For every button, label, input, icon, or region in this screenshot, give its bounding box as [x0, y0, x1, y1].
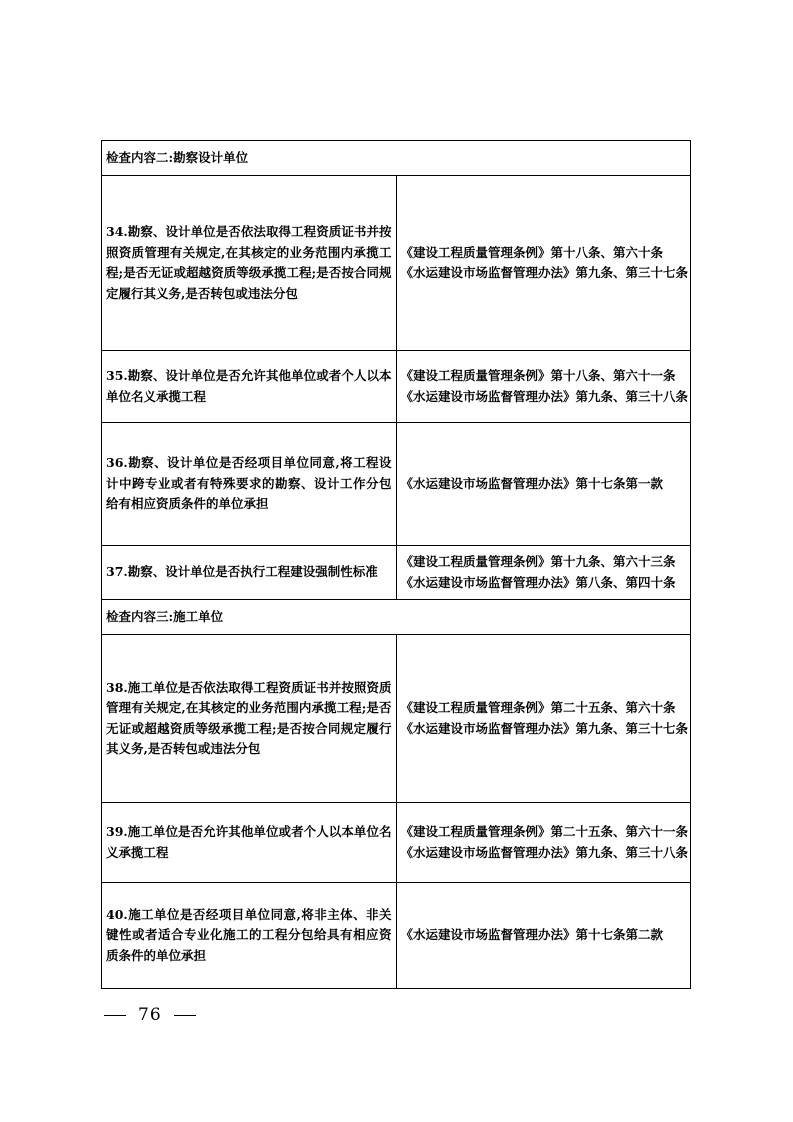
table-row	[102, 635, 691, 803]
check-item: 37.勘察、设计单位是否执行工程建设强制性标准	[102, 546, 397, 600]
table-row	[102, 883, 691, 989]
legal-reference	[396, 176, 691, 351]
right-dash	[174, 1015, 196, 1016]
check-item: 35.勘察、设计单位是否允许其他单位或者个人以本单位名义承揽工程	[102, 351, 397, 423]
check-item: 40.施工单位是否经项目单位同意,将非主体、非关键性或者适合专业化施工的工程分包给具有相应资质条件的单位承担	[102, 883, 397, 989]
reference-line: 《建设工程质量管理条例》第二十五条、第六十一条	[400, 824, 689, 839]
table-row	[102, 423, 691, 546]
reference-line: 《水运建设市场监督管理办法》第十七条第一款	[400, 475, 664, 491]
reference-line: 《建设工程质量管理条例》第十九条、第六十三条	[400, 554, 676, 569]
legal-reference	[396, 883, 691, 989]
table-row	[102, 176, 691, 351]
legal-reference	[396, 351, 691, 423]
reference-line: 《建设工程质量管理条例》第十八条、第六十一条	[400, 368, 676, 383]
page-footer	[104, 1005, 208, 1025]
table-row	[102, 803, 691, 883]
reference-line: 《水运建设市场监督管理办法》第十七条第二款	[400, 927, 664, 943]
reference-line: 《水运建设市场监督管理办法》第九条、第三十七条	[400, 720, 689, 736]
reference-line: 《建设工程质量管理条例》第十八条、第六十条	[400, 244, 664, 260]
table-row	[102, 351, 691, 423]
table-row	[102, 546, 691, 600]
page-number: 76	[138, 1005, 162, 1025]
check-item: 36.勘察、设计单位是否经项目单位同意,将工程设计中跨专业或者有特殊要求的勘察、设计工作分包给有相应资质条件的单位承担	[102, 423, 397, 546]
legal-reference	[396, 423, 691, 546]
check-item: 34.勘察、设计单位是否依法取得工程资质证书并按照资质管理有关规定,在其核定的业务范围内承揽工程;是否无证或超越资质等级承揽工程;是否按合同规定履行其义务,是否转包或违法分包	[102, 176, 397, 351]
left-dash	[104, 1015, 126, 1016]
check-item: 39.施工单位是否允许其他单位或者个人以本单位名义承揽工程	[102, 803, 397, 883]
reference-line: 《水运建设市场监督管理办法》第九条、第三十七条	[400, 265, 689, 280]
inspection-table	[101, 140, 691, 989]
check-item: 38.施工单位是否依法取得工程资质证书并按照资质管理有关规定,在其核定的业务范围内承揽工程;是否无证或超越资质等级承揽工程;是否按合同规定履行其义务,是否转包或违法分包	[102, 635, 397, 803]
section-heading: 检查内容三:施工单位	[102, 600, 691, 635]
reference-line: 《建设工程质量管理条例》第二十五条、第六十条	[400, 700, 676, 715]
reference-line: 《水运建设市场监督管理办法》第九条、第三十八条	[400, 388, 689, 404]
section-header-row	[102, 600, 691, 635]
section-header-row	[102, 141, 691, 176]
legal-reference	[396, 803, 691, 883]
legal-reference	[396, 546, 691, 600]
section-heading: 检查内容二:勘察设计单位	[102, 141, 691, 176]
reference-line: 《水运建设市场监督管理办法》第八条、第四十条	[400, 574, 676, 590]
legal-reference	[396, 635, 691, 803]
reference-line: 《水运建设市场监督管理办法》第九条、第三十八条	[400, 844, 689, 860]
